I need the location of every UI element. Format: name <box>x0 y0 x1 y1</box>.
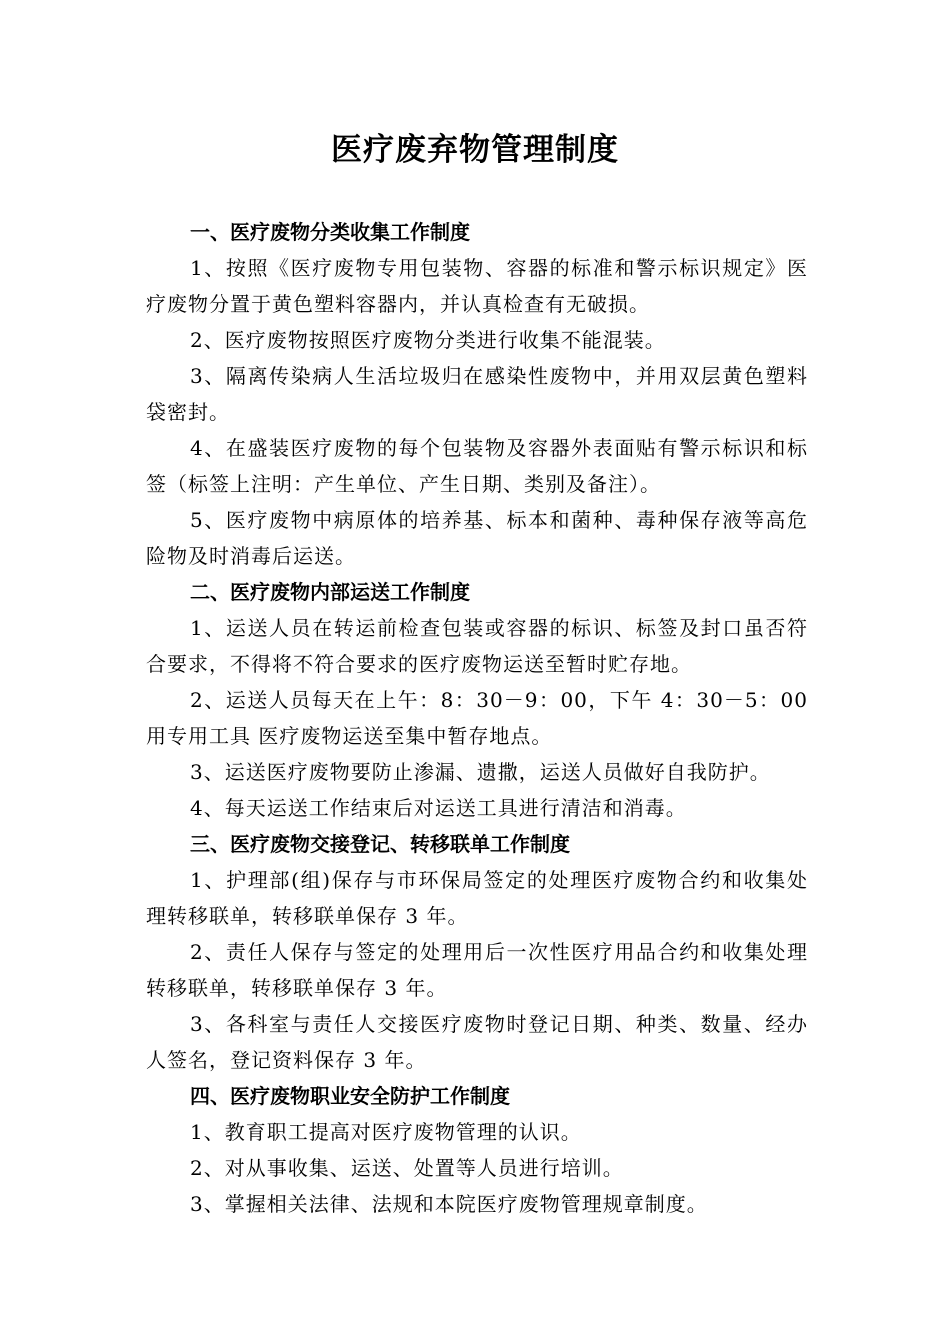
section-item: 4、每天运送工作结束后对运送工具进行清洁和消毒。 <box>190 796 687 820</box>
section-item: 2、责任人保存与签定的处理用后一次性医疗用品合约和收集处理转移联单，转移联单保存 3 年。 <box>146 940 808 1000</box>
section-item: 3、隔离传染病人生活垃圾归在感染性废物中，并用双层黄色塑料袋密封。 <box>146 364 808 424</box>
section-item: 2、运送人员每天在上午：8：30－9：00，下午 4：30－5：00用专用工具 医疗废物运送至集中暂存地点。 <box>146 688 808 748</box>
document-body <box>146 214 808 1222</box>
section-item: 2、医疗废物按照医疗废物分类进行收集不能混装。 <box>190 328 666 352</box>
section-internal-transport <box>146 574 808 826</box>
section-item: 1、教育职工提高对医疗废物管理的认识。 <box>190 1120 582 1144</box>
section-item: 2、对从事收集、运送、处置等人员进行培训。 <box>190 1156 624 1180</box>
section-heading: 四、医疗废物职业安全防护工作制度 <box>190 1084 510 1108</box>
section-item: 4、在盛装医疗废物的每个包装物及容器外表面贴有警示标识和标签（标签上注明：产生单位、产生日期、类别及备注）。 <box>146 436 808 496</box>
section-heading: 二、医疗废物内部运送工作制度 <box>190 580 470 604</box>
section-handover-registration <box>146 826 808 1078</box>
section-item: 3、各科室与责任人交接医疗废物时登记日期、种类、数量、经办人签名，登记资料保存 3 年。 <box>146 1012 808 1072</box>
section-classification-collection <box>146 214 808 574</box>
section-item: 1、按照《医疗废物专用包装物、容器的标准和警示标识规定》医疗废物分置于黄色塑料容器内，并认真检查有无破损。 <box>146 256 808 316</box>
section-item: 1、护理部(组)保存与市环保局签定的处理医疗废物合约和收集处理转移联单，转移联单保存 3 年。 <box>146 868 808 928</box>
section-item: 5、医疗废物中病原体的培养基、标本和菌种、毒种保存液等高危险物及时消毒后运送。 <box>146 508 808 568</box>
section-item: 3、掌握相关法律、法规和本院医疗废物管理规章制度。 <box>190 1192 708 1216</box>
section-occupational-safety <box>146 1078 808 1222</box>
section-heading: 三、医疗废物交接登记、转移联单工作制度 <box>190 832 570 856</box>
document-title: 医疗废弃物管理制度 <box>331 132 619 168</box>
section-item: 3、运送医疗废物要防止渗漏、遗撒，运送人员做好自我防护。 <box>190 760 771 784</box>
section-heading: 一、医疗废物分类收集工作制度 <box>190 220 470 244</box>
section-item: 1、运送人员在转运前检查包装或容器的标识、标签及封口虽否符合要求，不得将不符合要求的医疗废物运送至暂时贮存地。 <box>146 616 808 676</box>
